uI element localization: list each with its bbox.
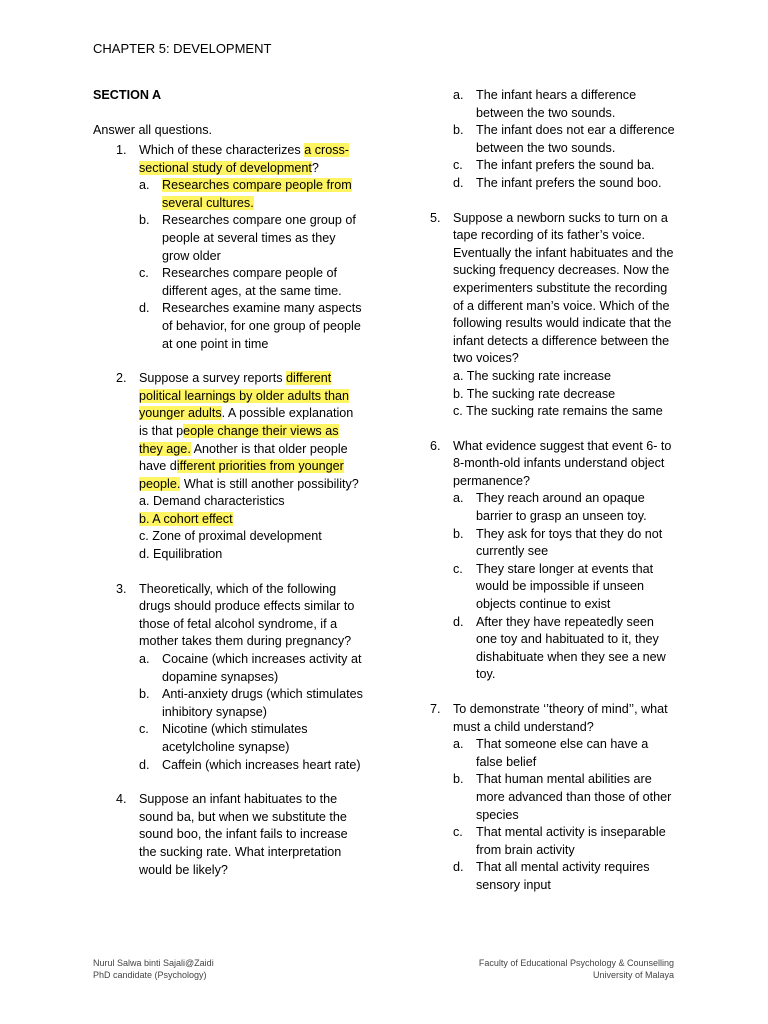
question-text-part: . A possible explanation is that p xyxy=(139,406,354,438)
question-4 xyxy=(93,791,365,879)
option-text-highlighted: b. A cohort effect xyxy=(139,511,233,526)
option-c: c. Zone of proximal development xyxy=(139,529,322,544)
option-d xyxy=(453,859,678,894)
option-letter: c. xyxy=(453,561,463,576)
option-a xyxy=(453,490,678,525)
footer-author xyxy=(93,957,214,981)
option-b xyxy=(453,122,678,157)
option-c xyxy=(453,561,678,614)
highlighted-text: eople change their views as they age. xyxy=(139,423,339,456)
option-letter: a. xyxy=(453,88,464,102)
option-text: That human mental abilities are more advanced than those of other species xyxy=(476,772,672,822)
option-text: Anti-anxiety drugs (which stimulates inhibitory synapse) xyxy=(162,687,363,719)
footer-faculty: Faculty of Educational Psychology & Counselling xyxy=(478,958,674,968)
option-text: That someone else can have a false belief xyxy=(476,737,649,769)
footer-author-name: Nurul Salwa binti Sajali@Zaidi xyxy=(93,958,214,968)
instructions: Answer all questions. xyxy=(93,123,213,137)
option-a: a. The sucking rate increase xyxy=(453,368,611,383)
option-text: The infant prefers the sound boo. xyxy=(476,175,662,190)
question-text-part: What is still another possibility? xyxy=(180,476,359,491)
option-letter: a. xyxy=(453,737,464,752)
option-c xyxy=(139,265,365,300)
option-b xyxy=(139,511,365,529)
option-d xyxy=(453,614,678,684)
question-3 xyxy=(93,581,365,775)
question-7 xyxy=(430,701,678,895)
option-b xyxy=(139,686,365,721)
option-d xyxy=(139,757,365,775)
option-letter: c. xyxy=(139,266,149,281)
question-number: 2. xyxy=(116,371,127,386)
option-c: c. The sucking rate remains the same xyxy=(453,404,663,419)
question-number: 5. xyxy=(430,210,441,225)
option-text: They stare longer at events that would be impossible if unseen objects continue to exist xyxy=(476,561,654,612)
option-letter: c. xyxy=(453,825,463,840)
option-text: Caffein (which increases heart rate) xyxy=(162,757,361,772)
option-a xyxy=(139,651,365,686)
footer-university: University of Malaya xyxy=(592,970,674,980)
question-6 xyxy=(430,438,678,684)
question-text xyxy=(139,142,365,177)
option-text: Cocaine (which increases activity at dopamine synapses) xyxy=(162,652,362,684)
question-text-part: ? xyxy=(311,160,319,175)
option-text: The infant prefers the sound ba. xyxy=(476,158,655,173)
question-5 xyxy=(430,210,678,421)
section-title: SECTION A xyxy=(93,88,162,102)
highlighted-text: a cross-sectional study of development xyxy=(139,143,349,175)
option-c xyxy=(139,721,365,756)
question-4-options xyxy=(430,87,678,193)
question-text: Theoretically, which of the following drugs should produce effects similar to those of fetal alcohol syndrome, if a mother takes them during pregnancy? xyxy=(139,581,355,649)
footer-author-role: PhD candidate (Psychology) xyxy=(93,970,207,980)
question-text: Suppose an infant habituates to the sound ba, but when we substitute the sound boo, the infant fails to increase the sucking rate. What interpretation would be likely? xyxy=(139,792,348,877)
option-letter: d. xyxy=(453,175,464,190)
option-letter: d. xyxy=(139,301,150,316)
option-letter: a. xyxy=(139,652,150,667)
option-c xyxy=(453,824,678,859)
question-number: 3. xyxy=(116,581,127,596)
option-text: Researches compare one group of people at several times as they grow older xyxy=(162,213,356,263)
question-number: 7. xyxy=(430,702,441,716)
option-letter: b. xyxy=(139,687,150,702)
option-a xyxy=(139,177,365,212)
highlighted-text: ifferent priorities from younger people. xyxy=(139,459,344,491)
question-text xyxy=(139,370,365,493)
option-text: The infant hears a difference between the two sounds. xyxy=(476,88,637,120)
option-a xyxy=(453,736,678,771)
question-number: 1. xyxy=(116,143,127,157)
question-1 xyxy=(93,142,365,353)
option-letter: a. xyxy=(139,178,150,193)
option-letter: d. xyxy=(453,860,464,875)
option-text: That mental activity is inseparable from brain activity xyxy=(476,825,666,857)
option-text: Researches compare people of different ages, at the same time. xyxy=(162,266,342,298)
option-a: a. Demand characteristics xyxy=(139,494,285,509)
option-text: That all mental activity requires sensory input xyxy=(476,860,650,892)
question-number: 6. xyxy=(430,438,441,453)
option-c xyxy=(453,157,678,175)
left-column xyxy=(93,87,365,896)
option-text: The infant does not ear a difference between the two sounds. xyxy=(476,123,675,155)
option-b: b. The sucking rate decrease xyxy=(453,386,616,401)
option-letter: d. xyxy=(139,757,150,772)
option-letter: d. xyxy=(453,614,464,629)
option-b xyxy=(453,526,678,561)
question-text: To demonstrate ‘’theory of mind’’, what must a child understand? xyxy=(453,702,668,734)
right-column xyxy=(430,87,678,912)
option-text: They reach around an opaque barrier to grasp an unseen toy. xyxy=(476,491,647,524)
question-text-part: Which of these characterizes xyxy=(139,143,305,157)
option-text-highlighted: Researches compare people from several cultures. xyxy=(162,178,352,210)
option-a xyxy=(453,87,678,122)
option-letter: b. xyxy=(453,526,464,541)
question-text-part: Suppose a survey reports xyxy=(139,371,287,386)
option-d xyxy=(139,300,365,353)
option-text: Researches examine many aspects of behavior, for one group of people at one point in time xyxy=(162,301,362,351)
option-letter: b. xyxy=(139,213,150,228)
option-letter: c. xyxy=(453,158,463,173)
option-text: Nicotine (which stimulates acetylcholine synapse) xyxy=(162,722,308,754)
option-d: d. Equilibration xyxy=(139,547,223,562)
option-b xyxy=(453,771,678,824)
option-b xyxy=(139,212,365,265)
option-text: They ask for toys that they do not currently see xyxy=(476,526,663,559)
option-letter: c. xyxy=(139,722,149,737)
question-text-part: Another is that older people have d xyxy=(139,441,348,474)
option-text: After they have repeatedly seen one toy and habituated to it, they dishabituate when they see a new toy. xyxy=(476,614,666,682)
chapter-title: CHAPTER 5: DEVELOPMENT xyxy=(93,41,272,56)
option-letter: b. xyxy=(453,123,464,138)
option-letter: a. xyxy=(453,491,464,506)
question-2 xyxy=(93,370,365,564)
question-text: Suppose a newborn sucks to turn on a tape recording of its father’s voice. Eventually the infant habituates and the sucking frequency decreases. Now the experimenters substitute the recording of a different man’s voice. Which of the following results would indicate that the infant detects a difference between the two voices? xyxy=(453,210,674,366)
question-number: 4. xyxy=(116,792,127,807)
footer-affiliation xyxy=(479,957,674,981)
highlighted-text: different political learnings by older adults than younger adults xyxy=(139,371,350,421)
question-text: What evidence suggest that event 6- to 8-month-old infants understand object permanence? xyxy=(453,438,672,488)
option-d xyxy=(453,175,678,193)
option-letter: b. xyxy=(453,772,464,787)
